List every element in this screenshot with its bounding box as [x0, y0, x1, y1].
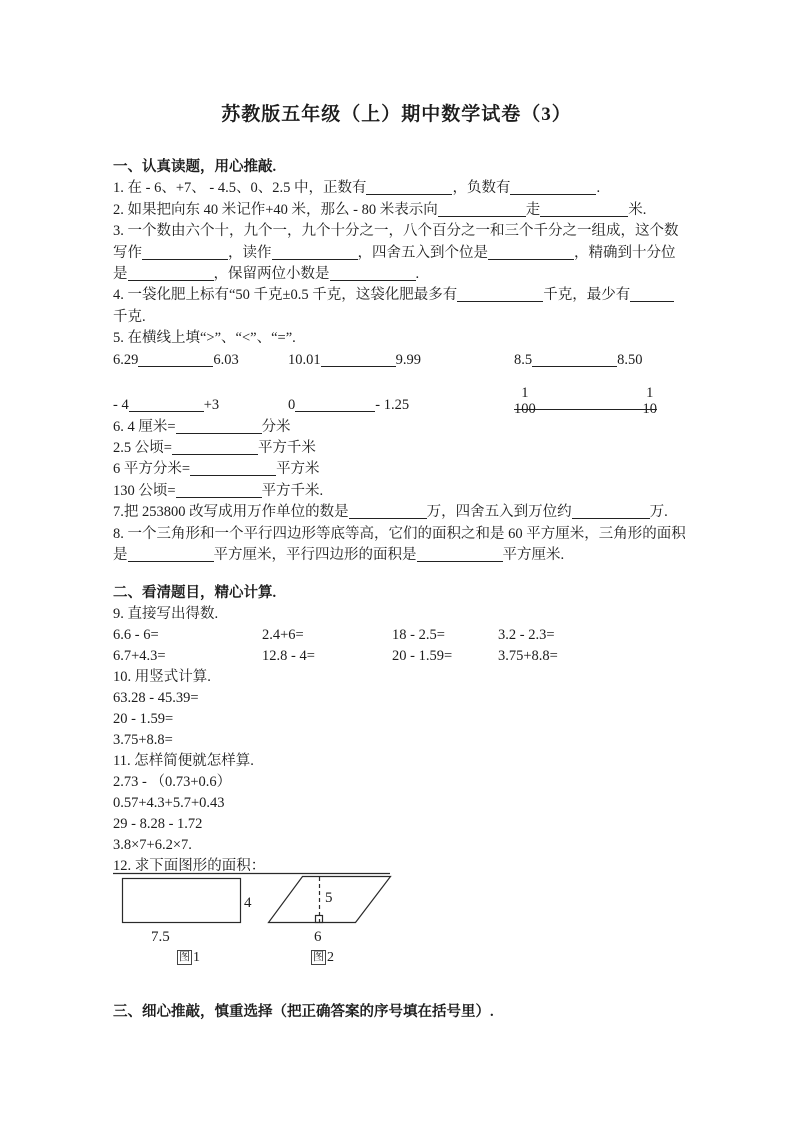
- blank-line: [138, 354, 213, 367]
- section-1-questions-a: [113, 178, 685, 349]
- compare-right-value: 8.50: [617, 351, 643, 368]
- compare-left-value: 8.5: [514, 351, 533, 368]
- question-line: [113, 285, 685, 306]
- figure-glyph-box: 图: [179, 951, 190, 963]
- question-line: [113, 417, 685, 438]
- compare-left-value: 10.01: [288, 351, 321, 368]
- blank-line: [417, 549, 503, 562]
- text-segment: 是: [113, 547, 128, 564]
- blank-line: [129, 399, 204, 412]
- question-line: [113, 524, 685, 545]
- text-segment: 平方千米: [257, 440, 316, 457]
- section-1-heading: 一、认真读题，用心推敲.: [113, 159, 277, 175]
- text-segment: 6. 4 厘米=: [113, 418, 176, 435]
- q9-expression: 2.4+6=: [262, 627, 304, 643]
- q11-expression: 0.57+4.3+5.7+0.43: [113, 795, 225, 811]
- text-segment: .: [596, 180, 601, 197]
- question-line: [113, 243, 685, 264]
- text-segment: 1. 在 - 6、+7、 - 4.5、0、2.5 中，正数有: [113, 180, 367, 197]
- text-segment: ，保留两位小数是: [213, 266, 330, 283]
- blank-line: [128, 549, 214, 562]
- q5-compare-cell: [113, 350, 288, 373]
- q10-label: 10. 用竖式计算.: [113, 669, 211, 685]
- q5-compare-cell: [288, 395, 514, 416]
- q9-expression: 20 - 1.59=: [392, 648, 453, 664]
- q11-expression: 2.73 - （0.73+0.6）: [113, 774, 232, 790]
- text-segment: 千克.: [113, 308, 146, 325]
- text-segment: 2. 如果把向东 40 米记作+40 米，那么 - 80 米表示向: [113, 201, 438, 218]
- text-segment: 平方厘米.: [502, 547, 565, 564]
- para-base-label: 6: [314, 929, 322, 945]
- text-segment: ，负数有: [452, 180, 511, 197]
- text-segment: 米.: [628, 201, 647, 218]
- q11-expression: 29 - 8.28 - 1.72: [113, 816, 203, 832]
- section-1-questions-b: [113, 417, 685, 567]
- compare-left-value: - 4: [113, 397, 129, 414]
- compare-right-value: 6.03: [213, 351, 239, 368]
- text-segment: 写作: [113, 244, 142, 261]
- q9-expression: 6.6 - 6=: [113, 627, 159, 643]
- rect-height-label: 4: [244, 895, 252, 911]
- question-line: [113, 545, 685, 566]
- q5-compare-cell: [113, 395, 288, 416]
- q9-answers-grid: [113, 625, 685, 667]
- q9-expression: 3.2 - 2.3=: [498, 627, 555, 643]
- question-line: [113, 178, 685, 199]
- text-segment: 平方米: [276, 461, 320, 478]
- blank-line: [176, 485, 262, 498]
- blank-line: [438, 204, 526, 217]
- text-segment: 走: [525, 201, 541, 218]
- blank-line: [488, 247, 574, 260]
- blank-line: [321, 354, 396, 367]
- q10-expression: 63.28 - 45.39=: [113, 690, 199, 706]
- fraction-1-10: [643, 385, 658, 417]
- text-segment: 6 平方分米=: [113, 461, 191, 478]
- section-3-heading: 三、细心推敲，慎重选择（把正确答案的序号填在括号里）.: [113, 1004, 494, 1020]
- question-line: [113, 459, 685, 480]
- compare-left-value: 6.29: [113, 351, 139, 368]
- figure-number: 2: [327, 950, 334, 965]
- question-line: [113, 438, 685, 459]
- q10-expression: 3.75+8.8=: [113, 732, 173, 748]
- blank-line: [366, 182, 452, 195]
- q5-compare-cell: [514, 350, 685, 373]
- text-segment: 130 公顷=: [113, 482, 176, 499]
- blank-line: [295, 399, 375, 412]
- blank-line: [176, 421, 262, 434]
- blank-line: [272, 247, 358, 260]
- section-1: [113, 157, 685, 567]
- compare-left-value: 0: [288, 397, 296, 414]
- section-2-heading: 二、看清题目，精心计算.: [113, 585, 277, 601]
- q5-compare-cell: [288, 350, 514, 373]
- fraction-denominator: 10: [642, 400, 657, 417]
- q5-compare-row-2: [113, 373, 685, 417]
- q10-expression: 20 - 1.59=: [113, 711, 174, 727]
- blank-line: [190, 463, 276, 476]
- question-line: [113, 307, 685, 328]
- text-segment: ，四舍五入到个位是: [357, 244, 488, 261]
- q12-figure-block: [113, 871, 685, 969]
- question-line: [113, 502, 685, 523]
- rect-base-label: 7.5: [151, 929, 170, 945]
- q9-expression: 3.75+8.8=: [498, 648, 558, 664]
- text-segment: ，精确到十分位: [574, 244, 676, 261]
- fraction-1-100: [514, 385, 536, 417]
- blank-line: [457, 289, 543, 302]
- question-line: [113, 328, 685, 349]
- blank-line: [532, 354, 617, 367]
- q9-expression: 18 - 2.5=: [392, 627, 445, 643]
- text-segment: .: [415, 266, 420, 283]
- text-segment: 5. 在横线上填“>”、“<”、“=”.: [113, 330, 296, 347]
- figure1-caption: [177, 947, 200, 968]
- fraction-numerator: 1: [521, 384, 529, 401]
- text-segment: 4. 一袋化肥上标有“50 千克±0.5 千克，这袋化肥最多有: [113, 287, 458, 304]
- q9-expression: 6.7+4.3=: [113, 648, 166, 664]
- rectangle-shape: [123, 879, 241, 923]
- q9-expression: 12.8 - 4=: [262, 648, 315, 664]
- blank-line: [172, 442, 258, 455]
- text-segment: 平方千米.: [261, 482, 324, 499]
- question-line: [113, 264, 685, 285]
- blank-line: [510, 182, 596, 195]
- text-segment: 平方厘米，平行四边形的面积是: [213, 547, 417, 564]
- text-segment: 万.: [649, 504, 668, 521]
- text-segment: ，读作: [228, 244, 272, 261]
- fraction-pair: [514, 385, 657, 417]
- blank-line: [142, 247, 228, 260]
- section-3: [113, 1002, 685, 1023]
- section-2: [113, 583, 685, 969]
- text-segment: 是: [113, 266, 128, 283]
- fraction-bar-line: [514, 409, 657, 410]
- blank-line: [330, 268, 416, 281]
- q11-label: 11. 怎样简便就怎样算.: [113, 753, 254, 769]
- question-line: [113, 481, 685, 502]
- compare-right-value: - 1.25: [375, 397, 410, 414]
- blank-line: [128, 268, 214, 281]
- blank-line: [572, 506, 650, 519]
- question-line: [113, 200, 685, 221]
- compare-right-value: 9.99: [395, 351, 421, 368]
- text-segment: 8. 一个三角形和一个平行四边形等底等高，它们的面积之和是 60 平方厘米，三角形的面积: [113, 525, 686, 542]
- para-height-label: 5: [325, 890, 333, 906]
- q12-label: 12. 求下面图形的面积：: [113, 858, 266, 874]
- q9-label: 9. 直接写出得数.: [113, 606, 219, 622]
- fraction-numerator: 1: [646, 384, 654, 401]
- blank-line: [630, 289, 674, 302]
- text-segment: 万，四舍五入到万位约: [426, 504, 572, 521]
- blank-line: [349, 506, 427, 519]
- page-title: 苏教版五年级（上）期中数学试卷（3）: [221, 104, 572, 125]
- figure-glyph-box: 图: [313, 951, 324, 963]
- text-segment: 分米: [261, 418, 291, 435]
- text-segment: 3. 一个数由六个十，九个一，九个十分之一，八个百分之一和三个千分之一组成，这个数: [113, 223, 679, 240]
- question-line: [113, 221, 685, 242]
- compare-right-value: +3: [203, 397, 220, 414]
- text-segment: 7.把 253800 改写成用万作单位的数是: [113, 504, 349, 521]
- q5-compare-row-1: [113, 350, 685, 373]
- blank-line: [540, 204, 628, 217]
- fraction-denominator: 100: [514, 400, 536, 417]
- text-segment: 千克，最少有: [543, 287, 631, 304]
- figure2-caption: [311, 947, 334, 968]
- text-segment: 2.5 公顷=: [113, 440, 172, 457]
- q11-expression: 3.8×7+6.2×7.: [113, 837, 192, 853]
- figure-number: 1: [193, 950, 200, 965]
- q5-compare-cell-fractions: [514, 385, 685, 417]
- figures-svg: [113, 871, 403, 951]
